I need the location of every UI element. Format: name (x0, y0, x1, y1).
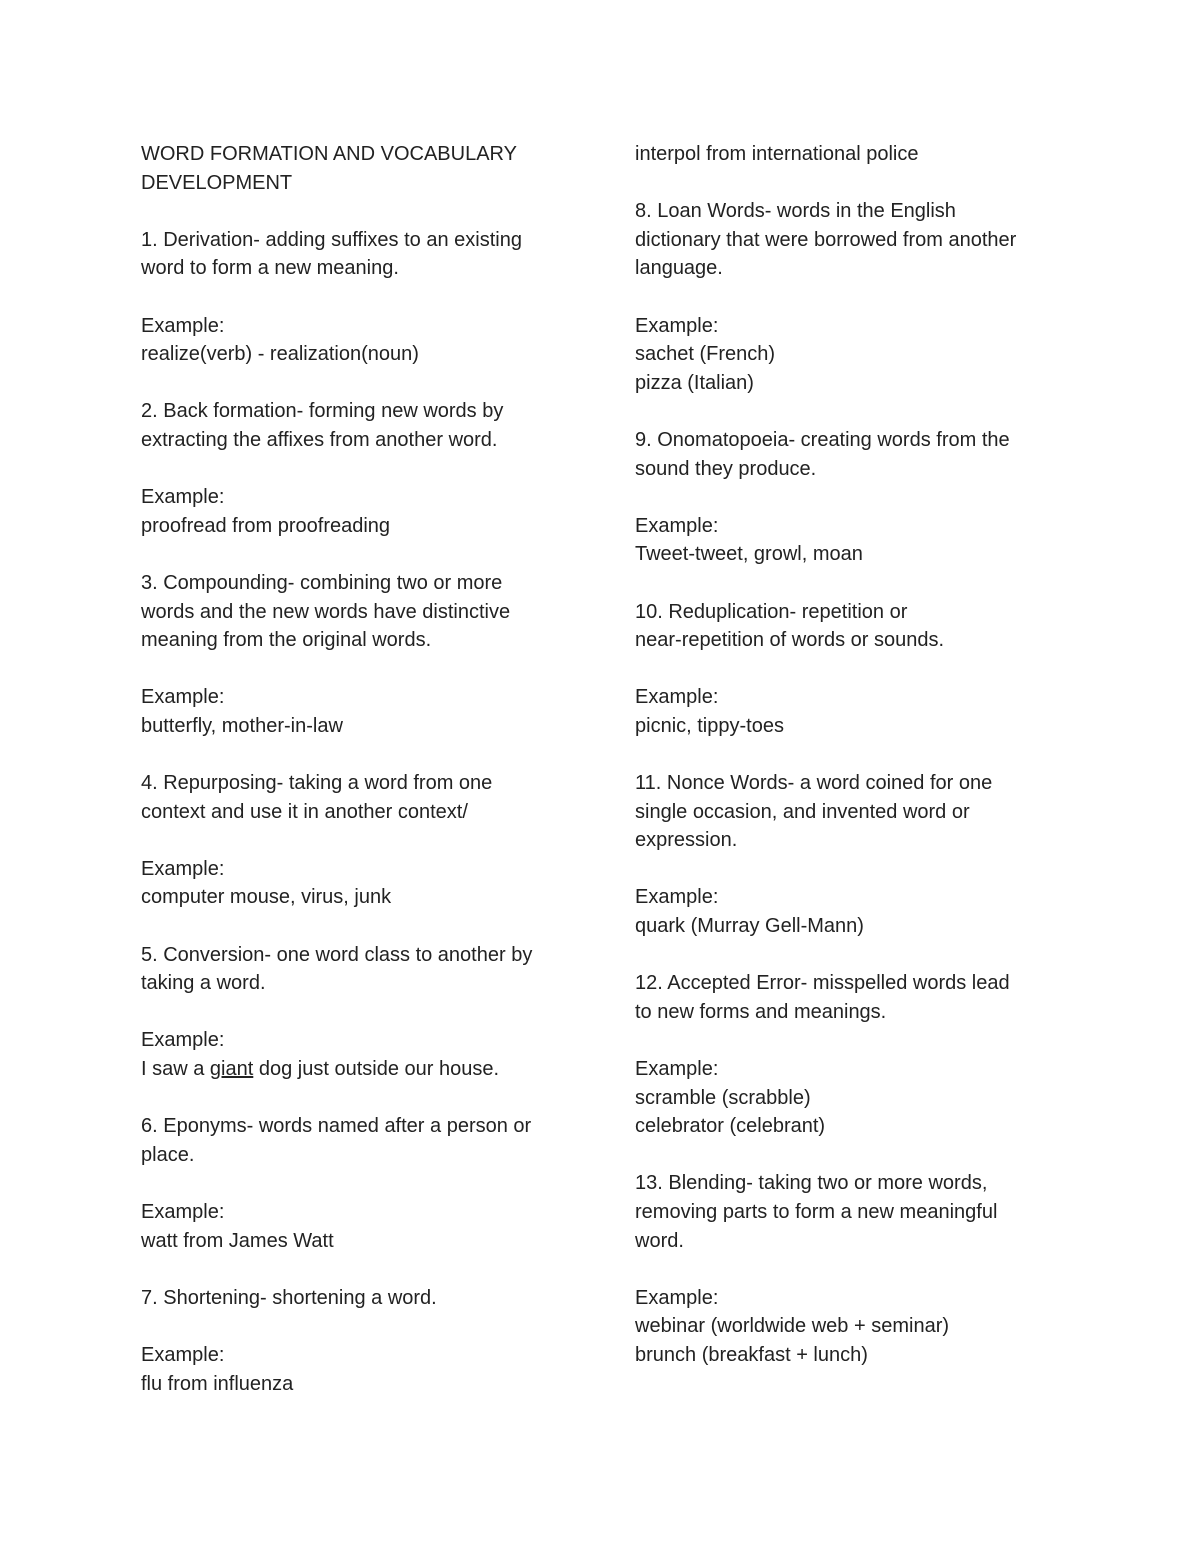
left-text-line: 3. Compounding- combining two or more (141, 571, 503, 594)
left-text-line: Example: (141, 314, 225, 337)
left-text-line: 4. Repurposing- taking a word from one (141, 772, 493, 795)
right-text-line: 8. Loan Words- words in the English (635, 200, 956, 223)
left-text-line: proofread from proofreading (141, 514, 391, 537)
right-text-line: Example: (635, 686, 719, 709)
right-text-line: Example: (635, 514, 719, 537)
left-text-line: flu from influenza (141, 1372, 294, 1395)
example-sentence (141, 1055, 581, 1084)
right-text-line: Tweet-tweet, growl, moan (635, 543, 863, 566)
right-text-line: Example: (635, 1286, 719, 1309)
right-text-line: dictionary that were borrowed from another (635, 228, 1017, 251)
blank-line (635, 1255, 1075, 1284)
left-text-line: Example: (141, 857, 225, 880)
right-text-line: sound they produce. (635, 457, 817, 480)
right-text-line: celebrator (celebrant) (635, 1115, 826, 1138)
right-text-line: brunch (breakfast + lunch) (635, 1343, 868, 1366)
left-text-line: watt from James Watt (141, 1229, 334, 1252)
blank-line (141, 998, 581, 1027)
blank-line (635, 1026, 1075, 1055)
blank-line (635, 569, 1075, 598)
right-text-line: scramble (scrabble) (635, 1086, 811, 1109)
blank-line (141, 826, 581, 855)
left-text-line: Example: (141, 686, 225, 709)
left-text-line: word to form a new meaning. (141, 257, 399, 280)
left-text-line: words and the new words have distinctive (141, 600, 511, 623)
left-text-line: Example: (141, 1343, 225, 1366)
right-text-line: Example: (635, 1058, 719, 1080)
blank-line (635, 941, 1075, 970)
left-text-line: meaning from the original words. (141, 629, 432, 652)
right-text-line: single occasion, and invented word or (635, 800, 970, 823)
left-text-line: extracting the affixes from another word. (141, 428, 498, 451)
right-text-line: near-repetition of words or sounds. (635, 629, 945, 652)
left-text-line: 7. Shortening- shortening a word. (141, 1286, 437, 1309)
left-text-line: place. (141, 1143, 195, 1166)
right-text-line: 10. Reduplication- repetition or (635, 600, 908, 623)
left-text-line: realize(verb) - realization(noun) (141, 343, 419, 366)
blank-line (635, 169, 1075, 198)
left-text-line: taking a word. (141, 972, 266, 995)
blank-line (635, 855, 1075, 884)
left-text-line: 6. Eponyms- words named after a person or (141, 1115, 532, 1138)
blank-line (141, 1312, 581, 1341)
left-column (141, 140, 581, 1398)
left-text-line: Example: (141, 486, 225, 509)
blank-line (635, 740, 1075, 769)
blank-line (635, 655, 1075, 684)
right-text-line: Example: (635, 886, 719, 909)
blank-line (141, 740, 581, 769)
right-text-line: sachet (French) (635, 343, 776, 366)
blank-line (141, 369, 581, 398)
blank-line (141, 1169, 581, 1198)
right-text-line: to new forms and meanings. (635, 1000, 887, 1023)
right-text-line: removing parts to form a new meaningful (635, 1200, 998, 1223)
blank-line (141, 655, 581, 684)
left-text-line: 5. Conversion- one word class to another by (141, 943, 533, 966)
right-text-line: 13. Blending- taking two or more words, (635, 1172, 988, 1195)
blank-line (635, 397, 1075, 426)
blank-line (141, 197, 581, 226)
left-text-line: 2. Back formation- forming new words by (141, 400, 504, 423)
blank-line (141, 1255, 581, 1284)
left-text-line: 1. Derivation- adding suffixes to an existing (141, 228, 522, 251)
left-text-line: context and use it in another context/ (141, 800, 468, 823)
left-text-line: butterfly, mother-in-law (141, 714, 343, 737)
right-text-line: webinar (worldwide web + seminar) (635, 1315, 950, 1338)
right-text-line: picnic, tippy-toes (635, 714, 784, 737)
right-text-line: 12. Accepted Error- misspelled words lead (635, 972, 1010, 995)
right-column (635, 140, 1075, 1370)
underlined-word: giant (209, 1058, 254, 1080)
blank-line (141, 912, 581, 941)
right-text-line: expression. (635, 829, 738, 852)
blank-line (141, 540, 581, 569)
left-text-line: computer mouse, virus, junk (141, 886, 392, 909)
right-text-line: pizza (Italian) (635, 371, 754, 394)
blank-line (635, 483, 1075, 512)
right-text-line: interpol from international police (635, 143, 919, 165)
left-text-line: DEVELOPMENT (141, 171, 293, 194)
right-text-line: 9. Onomatopoeia- creating words from the (635, 428, 1010, 451)
blank-line (635, 283, 1075, 312)
sentence-end: dog just outside our house. (253, 1058, 500, 1080)
blank-line (141, 1084, 581, 1113)
right-text-line: quark (Murray Gell-Mann) (635, 915, 864, 938)
left-text-line: WORD FORMATION AND VOCABULARY (141, 143, 517, 165)
blank-line (635, 1141, 1075, 1170)
blank-line (141, 455, 581, 484)
right-text-line: word. (635, 1229, 684, 1252)
right-text-line: language. (635, 257, 723, 280)
sentence-start: I saw a (141, 1058, 210, 1080)
right-text-line: 11. Nonce Words- a word coined for one (635, 772, 993, 795)
left-text-line: Example: (141, 1200, 225, 1223)
left-text-line: Example: (141, 1029, 225, 1052)
blank-line (141, 283, 581, 312)
right-text-line: Example: (635, 314, 719, 337)
